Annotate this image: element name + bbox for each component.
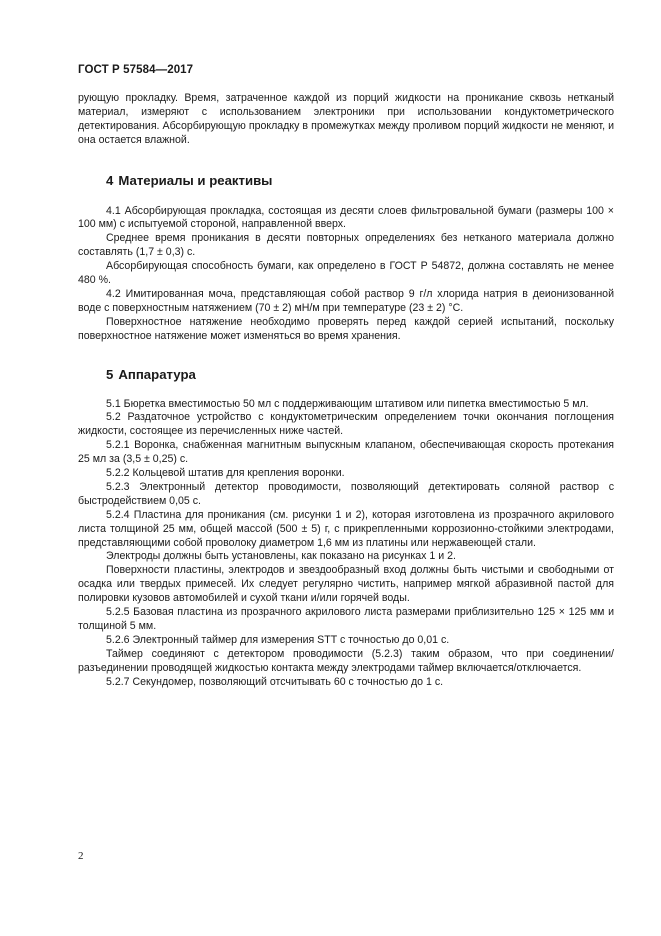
- paragraph-5-2-5: 5.2.5 Базовая пластина из прозрачного акрилового листа размерами приблизительно 125 × 125 мм и толщиной 5 мм.: [78, 606, 614, 632]
- paragraph-5-2-4: 5.2.4 Пластина для проникания (см. рисунки 1 и 2), которая изготовлена из прозрачного акрилового листа толщиной 25 мм, общей массой (500 ± 5) г, с прикрепленными коррозионно-стойкими электродами, представляющими собой проволоку диаметром 1,6 мм из платины или нержавеющей стали.: [78, 508, 614, 549]
- paragraph-5-2-7: 5.2.7 Секундомер, позволяющий отсчитывать 60 с точностью до 1 с.: [106, 675, 444, 688]
- paragraph-surfaces: Поверхности пластины, электродов и звездообразный вход должны быть чистыми и свободными от осадка или твердых примесей. Их следует регулярно чистить, например мягкой абразивной пастой для полировки кузовов автомобилей и сухой ткани и/или горячей воды.: [78, 564, 614, 605]
- page-number: 2: [78, 850, 84, 862]
- section-4-number: 4: [106, 172, 114, 188]
- section-4-title: Материалы и реактивы: [118, 172, 273, 188]
- paragraph-4-1-time: Среднее время проникания в десяти повторных определениях без нетканого материала должно составлять (1,7 ± 0,3) с.: [78, 232, 614, 259]
- paragraph-5-2-6: 5.2.6 Электронный таймер для измерения STT с точностью до 0,01 с.: [106, 633, 450, 646]
- paragraph-5-2-1: 5.2.1 Воронка, снабженная магнитным выпускным клапаном, обеспечивающая скорость протекания 25 мл за (3,5 ± 0,25) с.: [78, 439, 614, 466]
- paragraph-electrodes: Электроды должны быть установлены, как показано на рисунках 1 и 2.: [106, 550, 456, 563]
- paragraph-4-2: 4.2 Имитированная моча, представляющая собой раствор 9 г/л хлорида натрия в деионизованной воде с поверхностным натяжением (70 ± 2) мН/м при температуре (23 ± 2) °С.: [78, 287, 614, 314]
- paragraph-5-1: 5.1 Бюретка вместимостью 50 мл с поддерживающим штативом или пипетка вместимостью 5 мл.: [106, 397, 589, 410]
- section-4-heading: [78, 174, 614, 188]
- section-5-number: 5: [106, 366, 114, 382]
- paragraph-4-1: 4.1 Абсорбирующая прокладка, состоящая из десяти слоев фильтровальной бумаги (размеры 100 × 100 мм) с испытуемой стороной, направленной вверх.: [78, 204, 614, 231]
- paragraph-4-2-tension: Поверхностное натяжение необходимо проверять перед каждой серией испытаний, поскольку поверхностное натяжение может изменяться во время хранения.: [78, 315, 614, 342]
- paragraph-4-1-capacity: Абсорбирующая способность бумаги, как определено в ГОСТ Р 54872, должна составлять не менее 480 %.: [78, 260, 614, 287]
- document-header: ГОСТ Р 57584—2017: [78, 64, 194, 76]
- intro-paragraph: рующую прокладку. Время, затраченное каждой из порций жидкости на проникание сквозь нетканый материал, измеряют с использованием электроники при использовании кондуктометрического детектирования. Абсорбирующую прокладку в промежутках между проливом порций жидкости не меняют, и она остается влажной.: [78, 92, 614, 146]
- section-5-heading: [78, 368, 614, 382]
- paragraph-timer: Таймер соединяют с детектором проводимости (5.2.3) таким образом, что при соединении/разъединении проводящей жидкостью контакта между электродами таймер включается/отключается.: [78, 647, 614, 674]
- page-content: [78, 92, 614, 690]
- paragraph-5-2: 5.2 Раздаточное устройство с кондуктометрическим определением точки окончания поглощения жидкости, состоящее из перечисленных ниже частей.: [78, 411, 614, 438]
- section-5-title: Аппаратура: [118, 366, 196, 382]
- paragraph-5-2-3: 5.2.3 Электронный детектор проводимости, позволяющий детектировать соляной раствор с быстродействием 0,05 с.: [78, 480, 614, 507]
- paragraph-5-2-2: 5.2.2 Кольцевой штатив для крепления воронки.: [106, 467, 345, 480]
